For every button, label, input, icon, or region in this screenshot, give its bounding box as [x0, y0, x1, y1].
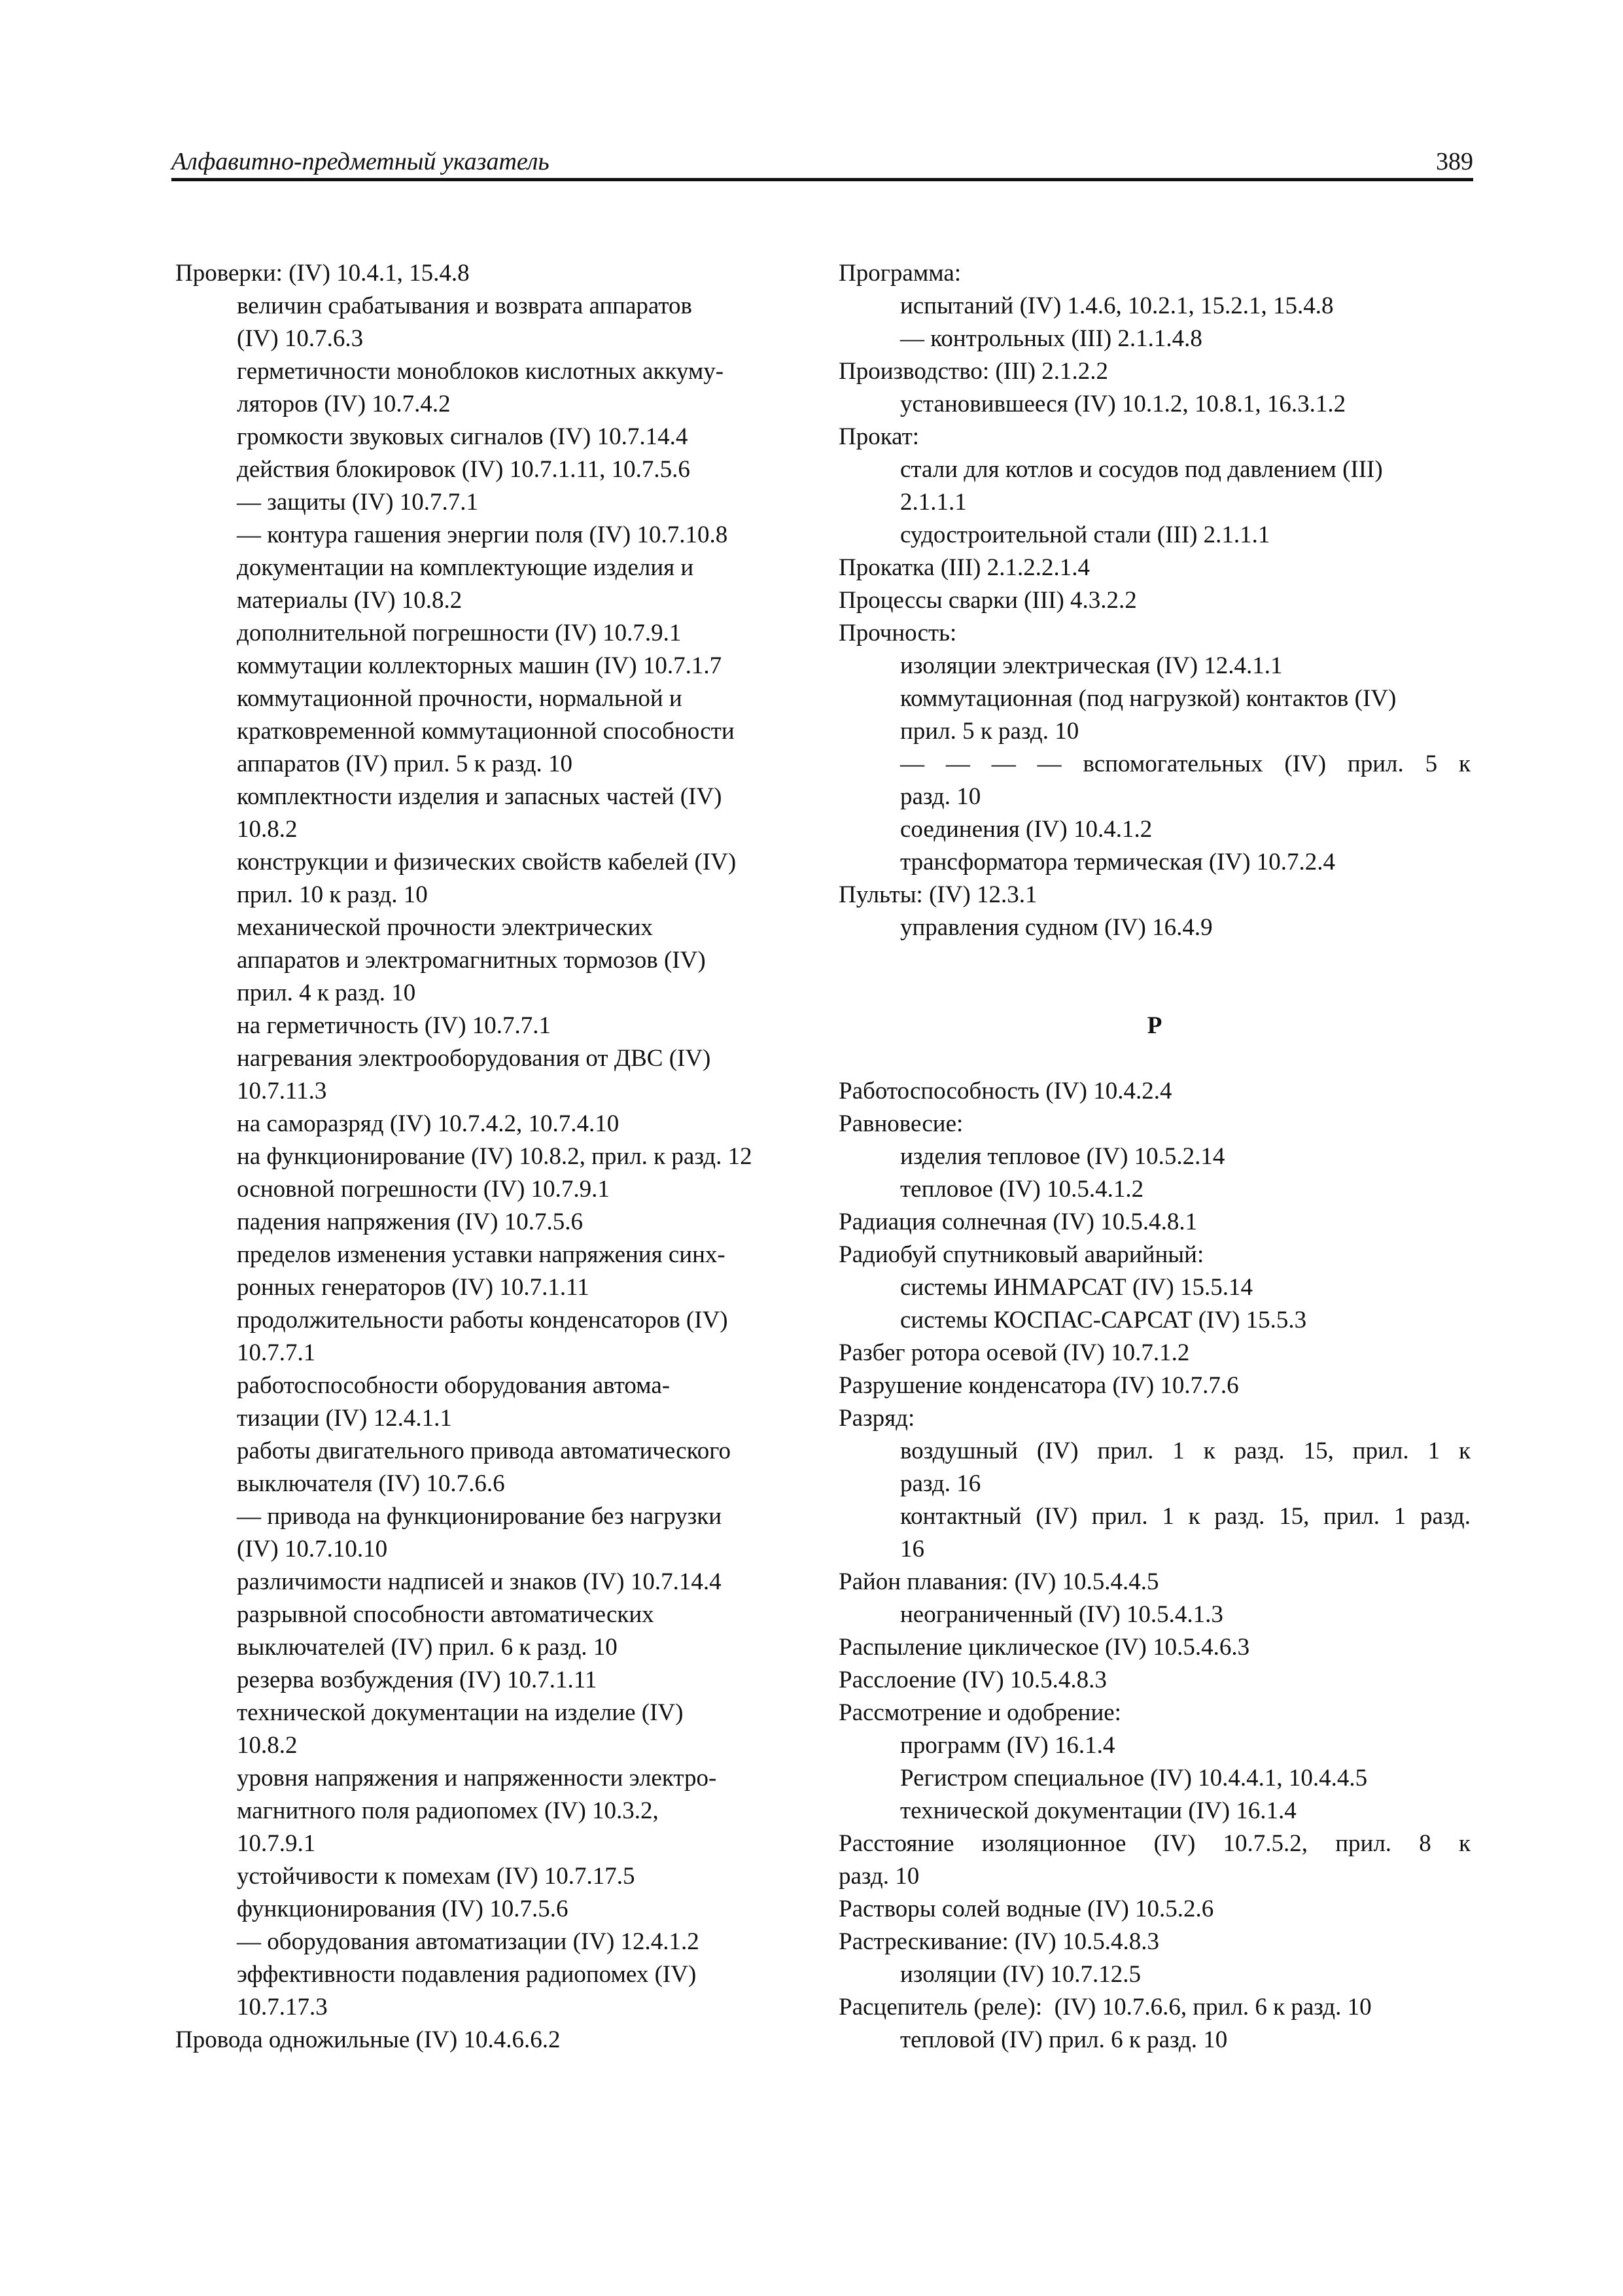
index-subentry: документации на комплектующие изделия и: [237, 554, 694, 581]
index-entry: Пульты: (IV) 12.3.1: [839, 881, 1038, 908]
index-subentry: 10.7.17.3: [237, 1994, 328, 2021]
index-column-right: [839, 257, 1471, 2057]
index-entry: Растворы солей водные (IV) 10.5.2.6: [839, 1896, 1214, 1922]
index-subentry: работоспособности оборудования автома-: [237, 1372, 671, 1399]
index-subentry: аппаратов и электромагнитных тормозов (IV): [237, 947, 706, 974]
index-subentry: механической прочности электрических: [237, 914, 653, 941]
index-subentry: программ (IV) 16.1.4: [900, 1732, 1115, 1759]
index-subentry: герметичности моноблоков кислотных аккуму-: [237, 358, 724, 385]
index-subentry: на функционирование (IV) 10.8.2, прил. к разд. 12: [237, 1143, 752, 1170]
index-subentry: изоляции (IV) 10.7.12.5: [900, 1961, 1142, 1988]
index-subentry: уровня напряжения и напряженности электро-: [237, 1765, 717, 1792]
blank-line: [839, 1042, 1471, 1075]
index-subentry: нагревания электрооборудования от ДВС (IV): [237, 1045, 711, 1072]
index-subentry: основной погрешности (IV) 10.7.9.1: [237, 1176, 610, 1203]
index-subentry: — контура гашения энергии поля (IV) 10.7.10.8: [237, 521, 728, 548]
index-entry: Растрескивание: (IV) 10.5.4.8.3: [839, 1928, 1159, 1955]
index-subentry: продолжительности работы конденсаторов (IV): [237, 1307, 728, 1333]
index-subentry: резерва возбуждения (IV) 10.7.1.11: [237, 1667, 597, 1693]
index-subentry: дополнительной погрешности (IV) 10.7.9.1: [237, 620, 682, 646]
index-subentry: величин срабатывания и возврата аппаратов: [237, 292, 693, 319]
index-subentry: трансформатора термическая (IV) 10.7.2.4: [900, 849, 1336, 875]
index-subentry: тизации (IV) 12.4.1.1: [237, 1405, 452, 1432]
index-subentry: изделия тепловое (IV) 10.5.2.14: [900, 1143, 1225, 1170]
index-subentry: 16: [900, 1536, 924, 1563]
header-title: Алфавитно-предметный указатель: [171, 148, 550, 175]
index-subentry: аппаратов (IV) прил. 5 к разд. 10: [237, 751, 572, 777]
index-subentry: устойчивости к помехам (IV) 10.7.17.5: [237, 1863, 635, 1890]
index-subentry: установившееся (IV) 10.1.2, 10.8.1, 16.3.1.2: [900, 391, 1346, 417]
index-subentry: падения напряжения (IV) 10.7.5.6: [237, 1209, 583, 1235]
index-subentry: 10.8.2: [237, 1732, 298, 1759]
index-entry: Прочность:: [839, 620, 957, 646]
index-subentry: коммутации коллекторных машин (IV) 10.7.1.7: [237, 652, 722, 679]
index-subentry: разд. 16: [900, 1470, 981, 1497]
index-entry: Разбег ротора осевой (IV) 10.7.1.2: [839, 1339, 1190, 1366]
index-subentry: магнитного поля радиопомех (IV) 10.3.2,: [237, 1797, 659, 1824]
index-subentry: 10.7.7.1: [237, 1339, 316, 1366]
index-subentry: технической документации (IV) 16.1.4: [900, 1797, 1297, 1824]
index-entry: Радиобуй спутниковый аварийный:: [839, 1241, 1204, 1268]
index-entry: Производство: (III) 2.1.2.2: [839, 358, 1109, 385]
index-subentry: ляторов (IV) 10.7.4.2: [237, 391, 451, 417]
index-subentry: на герметичность (IV) 10.7.7.1: [237, 1012, 551, 1039]
index-subentry: стали для котлов и сосудов под давлением (III): [900, 456, 1383, 483]
index-subentry: разрывной способности автоматических: [237, 1601, 654, 1628]
index-column-left: [175, 257, 805, 2057]
index-subentry: ронных генераторов (IV) 10.7.1.11: [237, 1274, 589, 1301]
index-subentry: работы двигательного привода автоматического: [237, 1438, 731, 1464]
index-entry: Процессы сварки (III) 4.3.2.2: [839, 587, 1137, 614]
index-subentry: — привода на функционирование без нагрузки: [237, 1503, 722, 1530]
index-subentry: 10.7.11.3: [237, 1078, 327, 1104]
index-entry: разд. 10: [839, 1863, 920, 1890]
index-subentry: выключателей (IV) прил. 6 к разд. 10: [237, 1634, 618, 1661]
index-entry: Расстояние изоляционное (IV) 10.7.5.2, прил. 8 к: [839, 1830, 1471, 1857]
index-subentry: кратковременной коммутационной способности: [237, 718, 735, 745]
index-subentry: действия блокировок (IV) 10.7.1.11, 10.7.5.6: [237, 456, 690, 483]
index-subentry: — — — — вспомогательных (IV) прил. 5 к: [900, 751, 1471, 777]
index-subentry: (IV) 10.7.10.10: [237, 1536, 388, 1563]
running-header: [171, 145, 1473, 181]
index-entry: Расслоение (IV) 10.5.4.8.3: [839, 1667, 1107, 1693]
index-entry: Разрушение конденсатора (IV) 10.7.7.6: [839, 1372, 1239, 1399]
index-subentry: (IV) 10.7.6.3: [237, 325, 364, 352]
section-letter: Р: [1147, 1012, 1162, 1039]
index-subentry: 10.7.9.1: [237, 1830, 316, 1857]
index-subentry: коммутационная (под нагрузкой) контактов (IV): [900, 685, 1397, 712]
index-subentry: эффективности подавления радиопомех (IV): [237, 1961, 697, 1988]
index-entry: Программа:: [839, 260, 962, 287]
index-subentry: — контрольных (III) 2.1.1.4.8: [900, 325, 1202, 352]
index-entry: Распыление циклическое (IV) 10.5.4.6.3: [839, 1634, 1250, 1661]
index-subentry: тепловое (IV) 10.5.4.1.2: [900, 1176, 1144, 1203]
index-subentry: управления судном (IV) 16.4.9: [900, 914, 1213, 941]
index-subentry: — оборудования автоматизации (IV) 12.4.1.2: [237, 1928, 699, 1955]
index-subentry: воздушный (IV) прил. 1 к разд. 15, прил. 1 к: [900, 1438, 1471, 1464]
index-subentry: Регистром специальное (IV) 10.4.4.1, 10.4.4.5: [900, 1765, 1368, 1792]
index-subentry: конструкции и физических свойств кабелей (IV): [237, 849, 737, 875]
index-subentry: контактный (IV) прил. 1 к разд. 15, прил. 1 разд.: [900, 1503, 1471, 1530]
index-subentry: прил. 5 к разд. 10: [900, 718, 1079, 745]
blank-line: [839, 977, 1471, 1010]
index-subentry: функционирования (IV) 10.7.5.6: [237, 1896, 568, 1922]
index-subentry: неограниченный (IV) 10.5.4.1.3: [900, 1601, 1223, 1628]
index-subentry: судостроительной стали (III) 2.1.1.1: [900, 521, 1270, 548]
index-entry: Провода одножильные (IV) 10.4.6.6.2: [175, 2026, 561, 2053]
index-entry: Рассмотрение и одобрение:: [839, 1699, 1121, 1726]
index-entry: Работоспособность (IV) 10.4.2.4: [839, 1078, 1172, 1104]
index-subentry: на саморазряд (IV) 10.7.4.2, 10.7.4.10: [237, 1110, 620, 1137]
index-subentry: прил. 4 к разд. 10: [237, 980, 416, 1006]
index-entry: Радиация солнечная (IV) 10.5.4.8.1: [839, 1209, 1198, 1235]
index-subentry: системы ИНМАРСАТ (IV) 15.5.14: [900, 1274, 1253, 1301]
index-subentry: технической документации на изделие (IV): [237, 1699, 684, 1726]
index-subentry: 2.1.1.1: [900, 489, 967, 516]
index-subentry: коммутационной прочности, нормальной и: [237, 685, 682, 712]
index-subentry: соединения (IV) 10.4.1.2: [900, 816, 1153, 843]
index-subentry: системы КОСПАС-САРСАТ (IV) 15.5.3: [900, 1307, 1307, 1333]
index-subentry: различимости надписей и знаков (IV) 10.7.14.4: [237, 1568, 722, 1595]
header-rule: [171, 178, 1473, 181]
index-subentry: изоляции электрическая (IV) 12.4.1.1: [900, 652, 1283, 679]
index-entry: Расцепитель (реле): (IV) 10.7.6.6, прил. 6 к разд. 10: [839, 1994, 1372, 2021]
index-subentry: тепловой (IV) прил. 6 к разд. 10: [900, 2026, 1228, 2053]
index-subentry: испытаний (IV) 1.4.6, 10.2.1, 15.2.1, 15.4.8: [900, 292, 1334, 319]
index-entry: Прокат:: [839, 423, 920, 450]
index-subentry: материалы (IV) 10.8.2: [237, 587, 462, 614]
index-subentry: пределов изменения уставки напряжения синх-: [237, 1241, 725, 1268]
blank-line: [839, 944, 1471, 977]
index-entry: Равновесие:: [839, 1110, 964, 1137]
index-entry: Район плавания: (IV) 10.5.4.4.5: [839, 1568, 1159, 1595]
index-subentry: прил. 10 к разд. 10: [237, 881, 428, 908]
index-subentry: комплектности изделия и запасных частей (IV): [237, 783, 722, 810]
index-subentry: выключателя (IV) 10.7.6.6: [237, 1470, 505, 1497]
index-subentry: — защиты (IV) 10.7.7.1: [237, 489, 479, 516]
index-entry: Прокатка (III) 2.1.2.2.1.4: [839, 554, 1090, 581]
index-subentry: 10.8.2: [237, 816, 298, 843]
index-subentry: громкости звуковых сигналов (IV) 10.7.14.4: [237, 423, 688, 450]
index-entry: Проверки: (IV) 10.4.1, 15.4.8: [175, 260, 470, 287]
index-entry: Разряд:: [839, 1405, 915, 1432]
index-subentry: разд. 10: [900, 783, 981, 810]
page-number: 389: [1436, 148, 1473, 175]
